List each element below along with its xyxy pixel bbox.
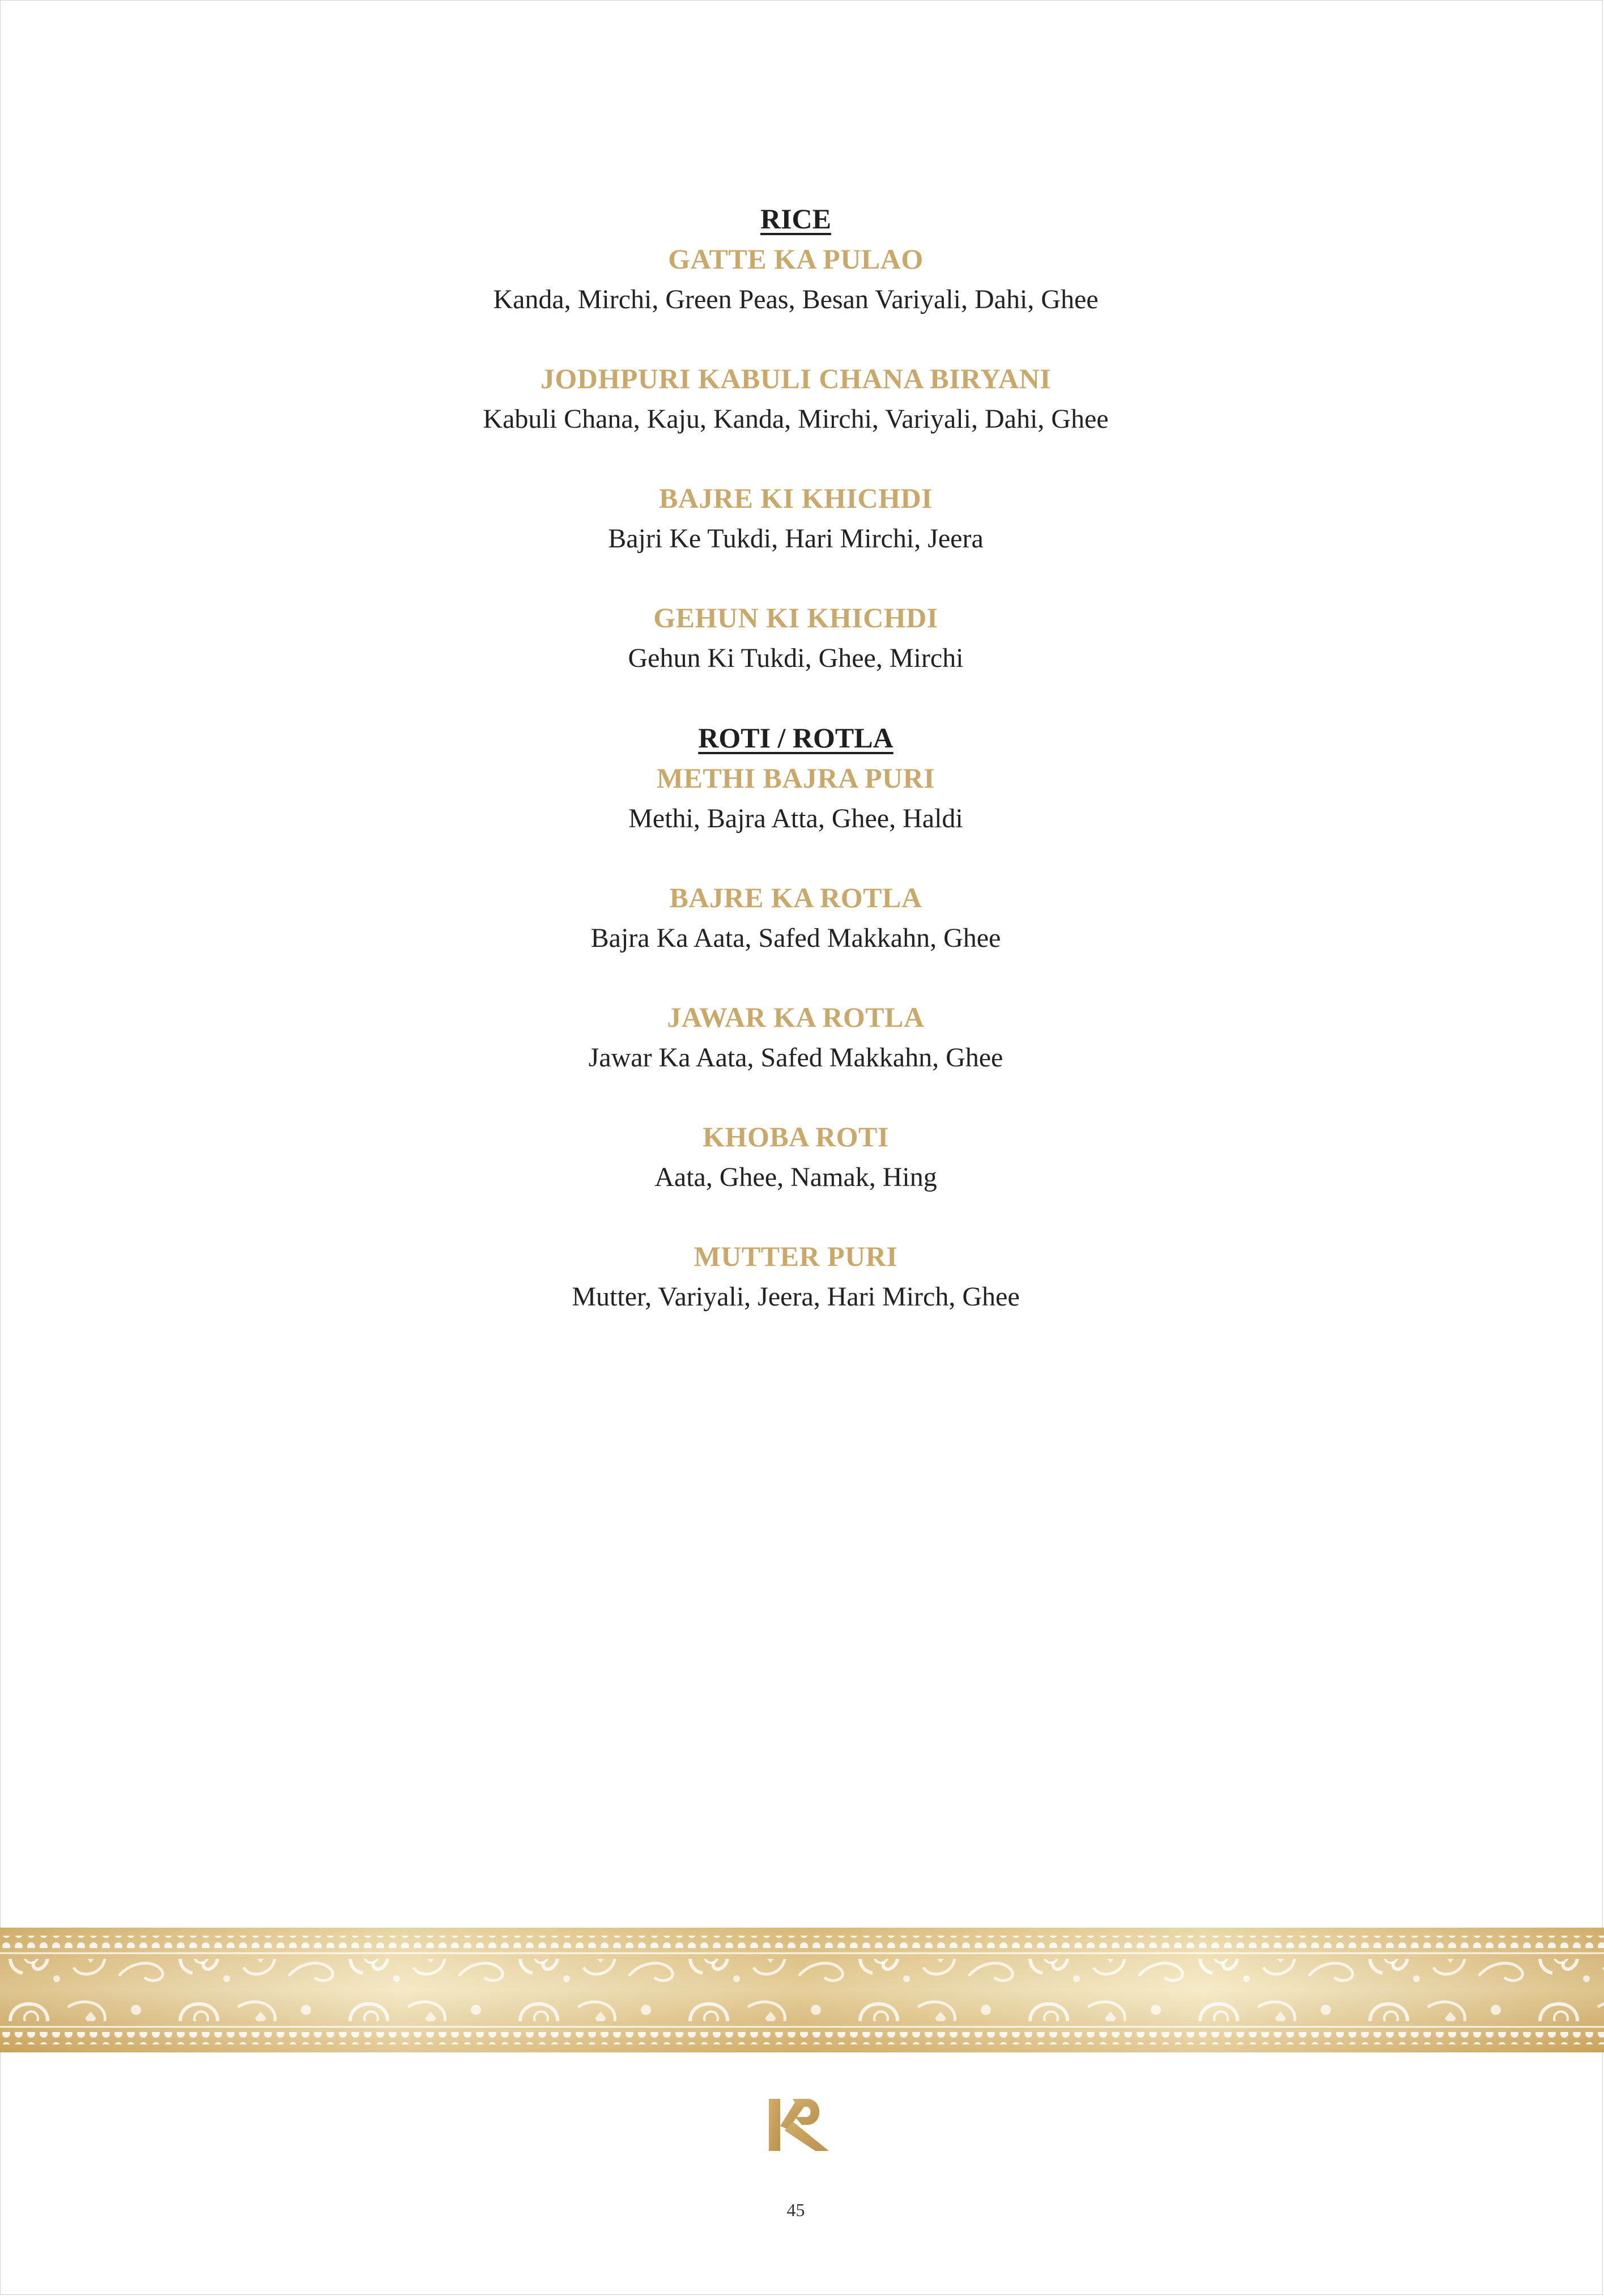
dish-name: MUTTER PURI: [693, 1240, 898, 1272]
dish-name: GATTE KA PULAO: [668, 243, 924, 275]
menu-content: [0, 198, 1592, 1356]
dish-ingredients: Kabuli Chana, Kaju, Kanda, Mirchi, Variyali, Dahi, Ghee: [483, 404, 1109, 434]
decorative-border-band: [0, 1928, 1604, 2052]
kr-logo: [768, 2097, 830, 2153]
dish-ingredients: Jawar Ka Aata, Safed Makkahn, Ghee: [588, 1043, 1003, 1073]
dish-name: BAJRE KA ROTLA: [669, 882, 922, 913]
dish-item: [0, 359, 1592, 439]
dish-item: [0, 878, 1592, 958]
dish-name: GEHUN KI KHICHDI: [653, 602, 938, 633]
dish-ingredients: Bajra Ka Aata, Safed Makkahn, Ghee: [590, 923, 1001, 953]
dish-item: [0, 1117, 1592, 1197]
dish-ingredients: Aata, Ghee, Namak, Hing: [654, 1162, 937, 1192]
section-heading-roti: ROTI / ROTLA: [698, 722, 894, 754]
dish-name: KHOBA ROTI: [703, 1121, 889, 1153]
page-number: 45: [786, 2200, 805, 2220]
dish-item: [0, 478, 1592, 559]
dish-item: [0, 997, 1592, 1078]
dish-ingredients: Gehun Ki Tukdi, Ghee, Mirchi: [628, 643, 964, 673]
dish-ingredients: Kanda, Mirchi, Green Peas, Besan Variyali, Dahi, Ghee: [493, 284, 1099, 314]
dish-item: [0, 239, 1592, 320]
dish-name: JODHPURI KABULI CHANA BIRYANI: [540, 363, 1052, 394]
dish-ingredients: Bajri Ke Tukdi, Hari Mirchi, Jeera: [608, 524, 984, 554]
dish-name: JAWAR KA ROTLA: [667, 1001, 925, 1033]
dish-name: BAJRE KI KHICHDI: [658, 482, 933, 514]
dish-item: [0, 758, 1592, 839]
dish-ingredients: Methi, Bajra Atta, Ghee, Haldi: [628, 803, 963, 834]
dish-ingredients: Mutter, Variyali, Jeera, Hari Mirch, Ghee: [572, 1282, 1020, 1312]
dish-item: [0, 598, 1592, 678]
dish-name: METHI BAJRA PURI: [656, 762, 935, 794]
section-heading-rice: RICE: [760, 203, 832, 235]
dish-item: [0, 1236, 1592, 1317]
